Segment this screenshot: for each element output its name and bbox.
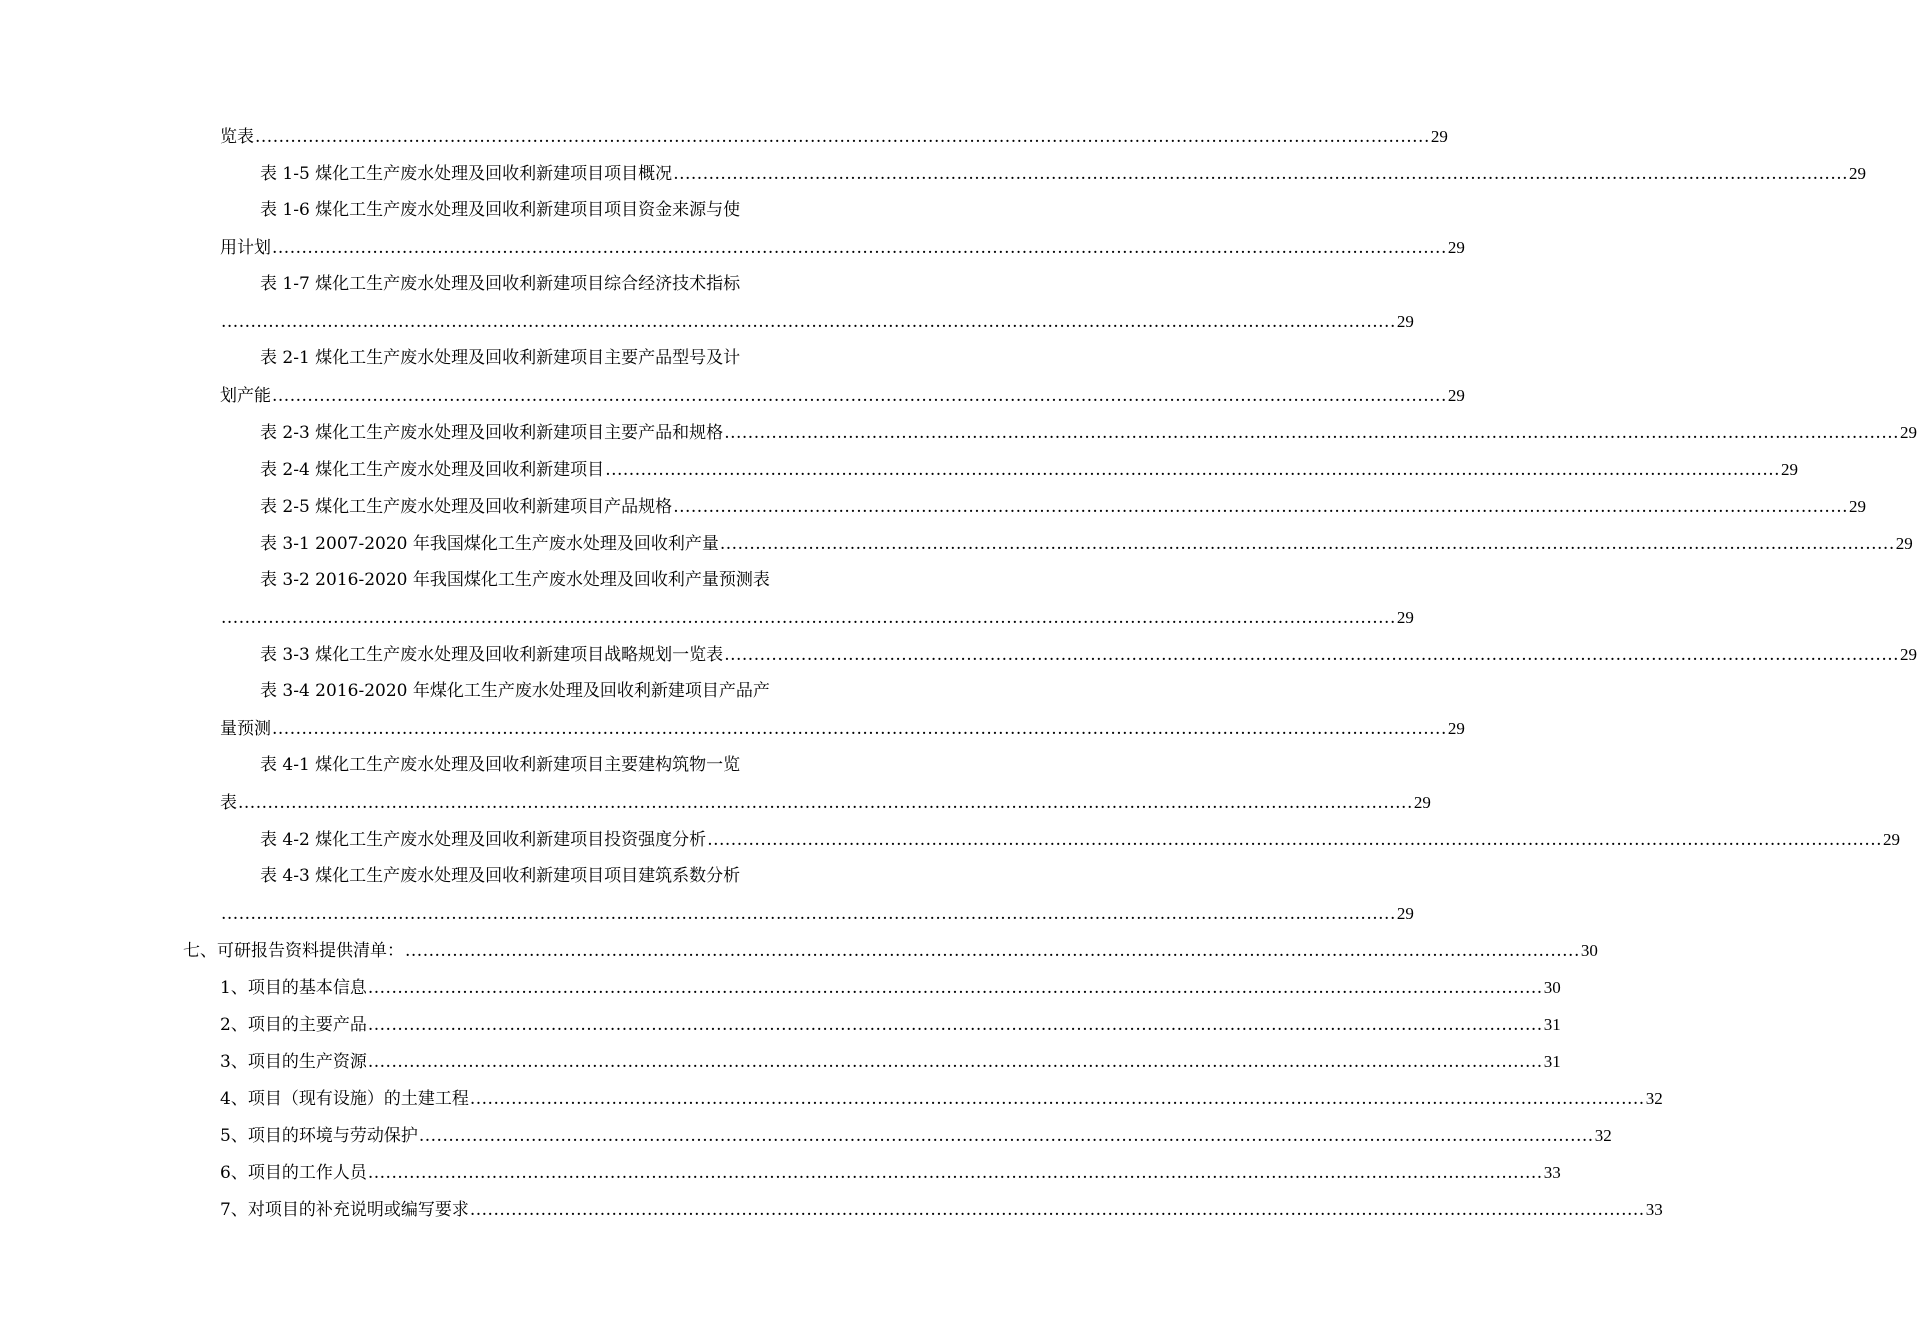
toc-entry[interactable] bbox=[260, 451, 1799, 489]
toc-line bbox=[0, 636, 1917, 673]
toc-page-number: 31 bbox=[1543, 1052, 1561, 1071]
toc-entry[interactable] bbox=[260, 562, 806, 599]
dot-leader: ....................................................................................................................................................................................................... bbox=[272, 238, 1447, 258]
toc-line bbox=[0, 1043, 1561, 1080]
toc-line bbox=[0, 266, 950, 303]
dot-leader: ....................................................................................................................................................................................................... bbox=[367, 1015, 1543, 1035]
dot-leader: ....................................................................................................................................................................................................... bbox=[469, 1089, 1645, 1109]
toc-line bbox=[0, 1154, 1561, 1191]
toc-line bbox=[0, 451, 1799, 488]
toc-entry[interactable] bbox=[260, 673, 806, 710]
dot-leader: ....................................................................................................................................................................................................... bbox=[719, 534, 1895, 554]
toc-entry-title: 表 2-1 煤化工生产废水处理及回收利新建项目主要产品型号及计 bbox=[260, 348, 741, 368]
toc-entry[interactable] bbox=[220, 1117, 1612, 1155]
toc-line bbox=[0, 821, 1901, 858]
toc-entry[interactable] bbox=[220, 1043, 1561, 1081]
toc-page-number: 29 bbox=[1447, 719, 1465, 738]
toc-section-entry[interactable] bbox=[183, 932, 1598, 970]
toc-entry[interactable] bbox=[220, 1080, 1663, 1118]
toc-line bbox=[0, 858, 950, 895]
dot-leader: ....................................................................................................................................................................................................... bbox=[405, 941, 1580, 961]
toc-page-number: 29 bbox=[1849, 164, 1867, 183]
toc-entry-title: 表 4-3 煤化工生产废水处理及回收利新建项目项目建筑系数分析 bbox=[260, 866, 741, 886]
toc-entry-title: 表 1-5 煤化工生产废水处理及回收利新建项目项目概况 bbox=[260, 164, 673, 184]
toc-page-number: 29 bbox=[1413, 793, 1431, 812]
toc-entry-title: 5、项目的环境与劳动保护 bbox=[220, 1126, 418, 1146]
toc-entry-title: 表 bbox=[220, 793, 237, 813]
toc-line bbox=[0, 1191, 1663, 1228]
toc-entry-title: 表 3-4 2016-2020 年煤化工生产废水处理及回收利新建项目产品产 bbox=[260, 681, 770, 701]
toc-page-number: 29 bbox=[1900, 423, 1917, 442]
toc-entry-title: 览表 bbox=[220, 127, 254, 147]
toc-entry-title: 表 3-1 2007-2020 年我国煤化工生产废水处理及回收利产量 bbox=[260, 534, 719, 554]
toc-line bbox=[0, 784, 1431, 821]
toc-page-number: 33 bbox=[1543, 1163, 1561, 1182]
toc-entry-title: 3、项目的生产资源 bbox=[220, 1052, 367, 1072]
dot-leader: ....................................................................................................................................................................................................... bbox=[221, 312, 1396, 332]
toc-line bbox=[0, 1006, 1561, 1043]
toc-page-number: 30 bbox=[1580, 941, 1598, 960]
toc-entry-title: 1、项目的基本信息 bbox=[220, 978, 367, 998]
toc-page-number: 29 bbox=[1900, 645, 1917, 664]
toc-line bbox=[0, 895, 1414, 932]
dot-leader: ....................................................................................................................................................................................................... bbox=[272, 719, 1447, 739]
toc-line bbox=[0, 1080, 1663, 1117]
toc-entry-continuation[interactable] bbox=[220, 377, 1465, 415]
toc-entry-continuation[interactable] bbox=[220, 895, 1414, 933]
toc-line bbox=[0, 229, 1465, 266]
toc-page-number: 29 bbox=[1447, 386, 1465, 405]
toc-entry[interactable] bbox=[260, 636, 1917, 674]
toc-entry-title: 表 2-5 煤化工生产废水处理及回收利新建项目产品规格 bbox=[260, 497, 673, 517]
toc-entry-title: 七、可研报告资料提供清单： bbox=[183, 941, 404, 961]
toc-entry-title: 划产能 bbox=[220, 386, 271, 406]
dot-leader: ....................................................................................................................................................................................................... bbox=[673, 164, 1849, 184]
toc-page-number: 29 bbox=[1781, 460, 1799, 479]
toc-entry-continuation[interactable] bbox=[220, 710, 1465, 748]
toc-entry[interactable] bbox=[220, 1006, 1561, 1044]
toc-entry-title: 4、项目（现有设施）的土建工程 bbox=[220, 1089, 469, 1109]
toc-entry-title: 6、项目的工作人员 bbox=[220, 1163, 367, 1183]
toc-line bbox=[0, 525, 1913, 562]
toc-entry[interactable] bbox=[260, 858, 806, 895]
dot-leader: ....................................................................................................................................................................................................... bbox=[238, 793, 1413, 813]
toc-line bbox=[0, 1117, 1612, 1154]
dot-leader: ....................................................................................................................................................................................................... bbox=[272, 386, 1447, 406]
toc-page-number: 31 bbox=[1543, 1015, 1561, 1034]
toc-entry-title: 表 4-2 煤化工生产废水处理及回收利新建项目投资强度分析 bbox=[260, 830, 707, 850]
toc-line bbox=[0, 673, 950, 710]
toc-entry-title: 表 2-3 煤化工生产废水处理及回收利新建项目主要产品和规格 bbox=[260, 423, 724, 443]
toc-entry[interactable] bbox=[260, 821, 1901, 859]
dot-leader: ....................................................................................................................................................................................................... bbox=[707, 830, 1883, 850]
toc-line bbox=[0, 377, 1465, 414]
dot-leader: ....................................................................................................................................................................................................... bbox=[724, 645, 1900, 665]
toc-entry-title: 表 2-4 煤化工生产废水处理及回收利新建项目 bbox=[260, 460, 605, 480]
toc-entry[interactable] bbox=[260, 414, 1917, 452]
dot-leader: ....................................................................................................................................................................................................... bbox=[418, 1126, 1594, 1146]
toc-line bbox=[0, 599, 1414, 636]
dot-leader: ....................................................................................................................................................................................................... bbox=[221, 608, 1396, 628]
toc-line bbox=[0, 710, 1465, 747]
toc-entry-continuation[interactable] bbox=[220, 599, 1414, 637]
toc-entry[interactable] bbox=[260, 488, 1867, 526]
dot-leader: ....................................................................................................................................................................................................... bbox=[367, 1052, 1543, 1072]
dot-leader: ....................................................................................................................................................................................................... bbox=[255, 127, 1430, 147]
toc-entry[interactable] bbox=[220, 1191, 1663, 1229]
toc-entry[interactable] bbox=[260, 192, 806, 229]
toc-page-number: 29 bbox=[1396, 608, 1414, 627]
dot-leader: ....................................................................................................................................................................................................... bbox=[605, 460, 1781, 480]
toc-entry-title: 用计划 bbox=[220, 238, 271, 258]
toc-page-number: 32 bbox=[1645, 1089, 1663, 1108]
toc-page-number: 32 bbox=[1594, 1126, 1612, 1145]
toc-line bbox=[0, 340, 950, 377]
toc-entry-title: 表 1-7 煤化工生产废水处理及回收利新建项目综合经济技术指标 bbox=[260, 274, 741, 294]
toc-entry[interactable] bbox=[220, 1154, 1561, 1192]
toc-entry-title: 7、对项目的补充说明或编写要求 bbox=[220, 1200, 469, 1220]
toc-page-number: 29 bbox=[1895, 534, 1913, 553]
dot-leader: ....................................................................................................................................................................................................... bbox=[673, 497, 1849, 517]
toc-line bbox=[0, 303, 1414, 340]
toc-entry-title: 表 3-3 煤化工生产废水处理及回收利新建项目战略规划一览表 bbox=[260, 645, 724, 665]
toc-entry[interactable] bbox=[260, 155, 1867, 193]
dot-leader: ....................................................................................................................................................................................................... bbox=[221, 904, 1396, 924]
toc-page-number: 29 bbox=[1849, 497, 1867, 516]
dot-leader: ....................................................................................................................................................................................................... bbox=[469, 1200, 1645, 1220]
toc-entry-title: 表 1-6 煤化工生产废水处理及回收利新建项目项目资金来源与使 bbox=[260, 200, 741, 220]
dot-leader: ....................................................................................................................................................................................................... bbox=[724, 423, 1900, 443]
toc-entry[interactable] bbox=[260, 747, 806, 784]
toc-entry[interactable] bbox=[220, 969, 1561, 1007]
toc-page-number: 29 bbox=[1396, 312, 1414, 331]
toc-entry-title: 表 4-1 煤化工生产废水处理及回收利新建项目主要建构筑物一览 bbox=[260, 755, 741, 775]
toc-page-number: 29 bbox=[1430, 127, 1448, 146]
toc-entry-title: 量预测 bbox=[220, 719, 271, 739]
toc-page-number: 33 bbox=[1645, 1200, 1663, 1219]
toc-page-number: 29 bbox=[1447, 238, 1465, 257]
toc-line bbox=[0, 562, 950, 599]
dot-leader: ....................................................................................................................................................................................................... bbox=[367, 1163, 1543, 1183]
toc-line bbox=[0, 414, 1917, 451]
dot-leader: ....................................................................................................................................................................................................... bbox=[367, 978, 1543, 998]
table-of-contents bbox=[0, 118, 1917, 1228]
toc-line bbox=[0, 488, 1867, 525]
toc-line bbox=[0, 192, 950, 229]
toc-entry[interactable] bbox=[260, 525, 1913, 563]
toc-line bbox=[0, 969, 1561, 1006]
toc-page-number: 30 bbox=[1543, 978, 1561, 997]
toc-entry-title: 2、项目的主要产品 bbox=[220, 1015, 367, 1035]
toc-line bbox=[0, 747, 950, 784]
toc-entry-continuation[interactable] bbox=[220, 784, 1431, 822]
toc-line bbox=[0, 932, 1598, 969]
toc-entry-continuation[interactable] bbox=[220, 229, 1465, 267]
toc-entry[interactable] bbox=[260, 266, 806, 303]
toc-entry[interactable] bbox=[260, 340, 806, 377]
toc-line bbox=[0, 118, 1448, 155]
toc-entry-continuation[interactable] bbox=[220, 303, 1414, 341]
toc-entry-title: 表 3-2 2016-2020 年我国煤化工生产废水处理及回收利产量预测表 bbox=[260, 570, 770, 590]
toc-page-number: 29 bbox=[1883, 830, 1901, 849]
toc-entry[interactable] bbox=[220, 118, 1448, 156]
toc-line bbox=[0, 155, 1867, 192]
toc-page-number: 29 bbox=[1396, 904, 1414, 923]
